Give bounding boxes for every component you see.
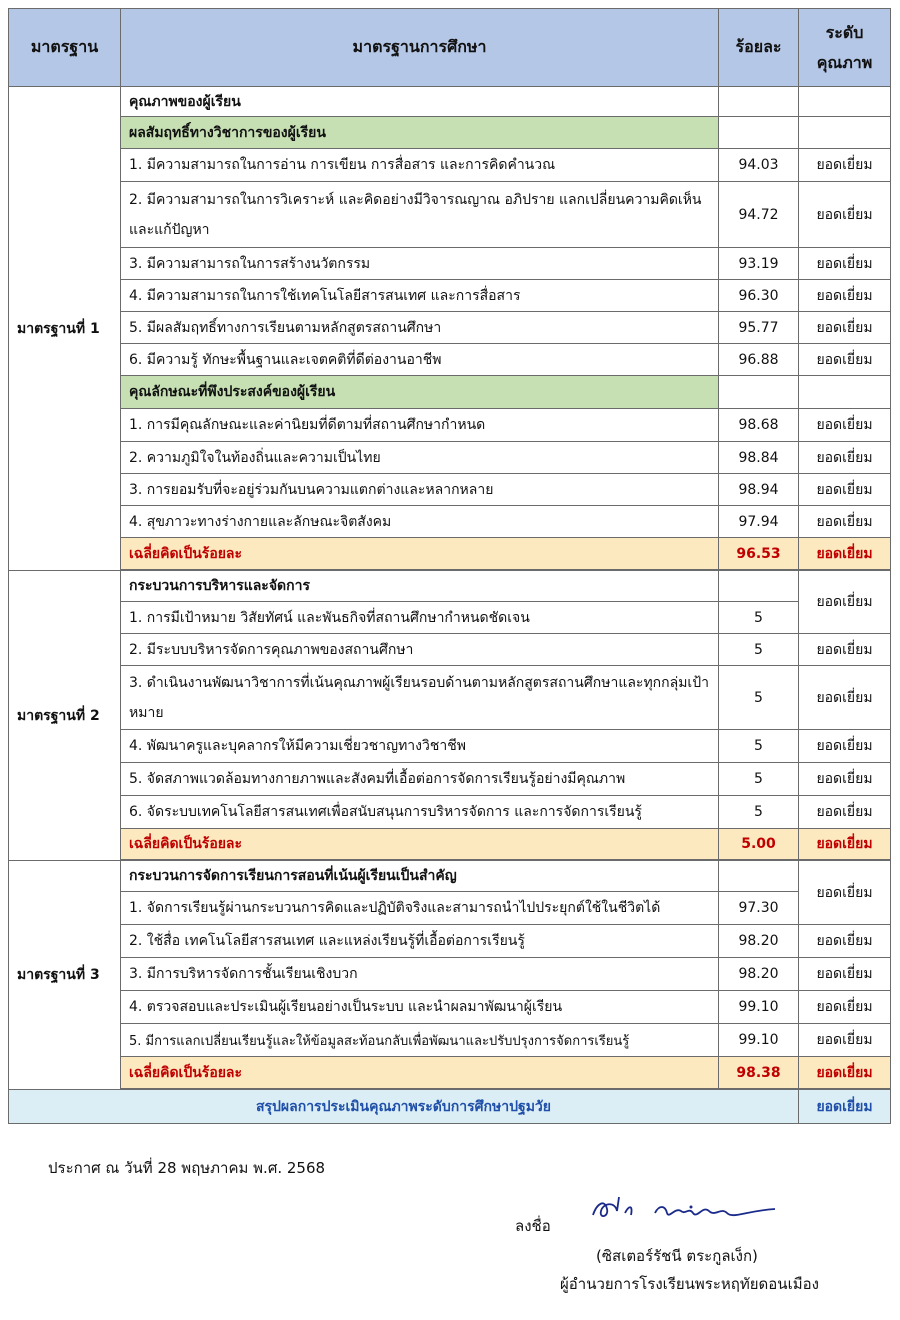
table-row bbox=[9, 666, 891, 730]
item-percent: 97.94 bbox=[719, 506, 799, 538]
table-row bbox=[9, 409, 891, 442]
item-grade: ยอดเยี่ยม bbox=[799, 991, 891, 1024]
average-row bbox=[9, 538, 891, 570]
item-text: 4. พัฒนาครูและบุคลากรให้มีความเชี่ยวชาญทางวิชาชีพ bbox=[121, 730, 719, 763]
item-percent: 98.94 bbox=[719, 474, 799, 506]
standard-2-title: กระบวนการบริหารและจัดการ bbox=[121, 571, 719, 602]
item-grade: ยอดเยี่ยม bbox=[799, 312, 891, 344]
table-row bbox=[9, 925, 891, 958]
item-grade: ยอดเยี่ยม bbox=[799, 149, 891, 182]
item-percent: 96.30 bbox=[719, 280, 799, 312]
table-row bbox=[9, 344, 891, 376]
average-label: เฉลี่ยคิดเป็นร้อยละ bbox=[121, 1057, 719, 1089]
item-percent: 5 bbox=[719, 730, 799, 763]
item-percent: 94.72 bbox=[719, 182, 799, 248]
item-text: 3. ดำเนินงานพัฒนาวิชาการที่เน้นคุณภาพผู้เรียนรอบด้านตามหลักสูตรสถานศึกษาและทุกกลุ่มเป้าหมาย bbox=[121, 666, 719, 730]
item-grade: ยอดเยี่ยม bbox=[799, 796, 891, 829]
standard-3-title: กระบวนการจัดการเรียนการสอนที่เน้นผู้เรียนเป็นสำคัญ bbox=[121, 861, 719, 892]
item-percent: 95.77 bbox=[719, 312, 799, 344]
table-row bbox=[9, 571, 891, 602]
item-text: 2. ใช้สื่อ เทคโนโลยีสารสนเทศ และแหล่งเรียนรู้ที่เอื้อต่อการเรียนรู้ bbox=[121, 925, 719, 958]
table-row bbox=[9, 280, 891, 312]
item-percent: 5 bbox=[719, 634, 799, 666]
table-row bbox=[9, 730, 891, 763]
average-percent: 98.38 bbox=[719, 1057, 799, 1089]
summary-label: สรุปผลการประเมินคุณภาพระดับการศึกษาปฐมวัย bbox=[9, 1090, 799, 1124]
table-row bbox=[9, 149, 891, 182]
table-row bbox=[9, 442, 891, 474]
standard-2-label: มาตรฐานที่ 2 bbox=[9, 571, 121, 861]
item-grade: ยอดเยี่ยม bbox=[799, 861, 891, 925]
item-text: 3. การยอมรับที่จะอยู่ร่วมกันบนความแตกต่างและหลากหลาย bbox=[121, 474, 719, 506]
item-text: 2. มีระบบบริหารจัดการคุณภาพของสถานศึกษา bbox=[121, 634, 719, 666]
item-text: 5. มีผลสัมฤทธิ์ทางการเรียนตามหลักสูตรสถานศึกษา bbox=[121, 312, 719, 344]
item-percent: 96.88 bbox=[719, 344, 799, 376]
table-row bbox=[9, 248, 891, 280]
sign-label: ลงชื่อ bbox=[515, 1217, 551, 1235]
item-grade: ยอดเยี่ยม bbox=[799, 182, 891, 248]
average-label: เฉลี่ยคิดเป็นร้อยละ bbox=[121, 829, 719, 860]
assessment-table bbox=[8, 8, 891, 1124]
item-text: 2. มีความสามารถในการวิเคราะห์ และคิดอย่างมีวิจารณญาณ อภิปราย แลกเปลี่ยนความคิดเห็น และแก้ปัญหา bbox=[121, 182, 719, 248]
item-grade: ยอดเยี่ยม bbox=[799, 925, 891, 958]
item-grade: ยอดเยี่ยม bbox=[799, 442, 891, 474]
table-row bbox=[9, 1024, 891, 1057]
item-text: 4. ตรวจสอบและประเมินผู้เรียนอย่างเป็นระบบ และนำผลมาพัฒนาผู้เรียน bbox=[121, 991, 719, 1024]
table-row bbox=[9, 602, 891, 634]
standard-3-label: มาตรฐานที่ 3 bbox=[9, 861, 121, 1090]
average-grade: ยอดเยี่ยม bbox=[799, 538, 891, 570]
item-text: 3. มีการบริหารจัดการชั้นเรียนเชิงบวก bbox=[121, 958, 719, 991]
item-grade: ยอดเยี่ยม bbox=[799, 571, 891, 634]
signer-position: ผู้อำนวยการโรงเรียนพระหฤทัยดอนเมือง bbox=[560, 1275, 819, 1293]
summary-grade: ยอดเยี่ยม bbox=[799, 1090, 891, 1124]
item-percent: 93.19 bbox=[719, 248, 799, 280]
average-percent: 5.00 bbox=[719, 829, 799, 860]
table-row bbox=[9, 861, 891, 892]
subsection-title: คุณลักษณะที่พึงประสงค์ของผู้เรียน bbox=[121, 376, 719, 409]
signature-image bbox=[585, 1185, 785, 1230]
item-text: 1. การมีคุณลักษณะและค่านิยมที่ดีตามที่สถานศึกษากำหนด bbox=[121, 409, 719, 442]
table-row bbox=[9, 117, 891, 149]
average-row bbox=[9, 829, 891, 860]
item-percent: 98.68 bbox=[719, 409, 799, 442]
item-text: 5. จัดสภาพแวดล้อมทางกายภาพและสังคมที่เอื้อต่อการจัดการเรียนรู้อย่างมีคุณภาพ bbox=[121, 763, 719, 796]
item-percent: 5 bbox=[719, 763, 799, 796]
table-row bbox=[9, 796, 891, 829]
table-row bbox=[9, 506, 891, 538]
item-grade: ยอดเยี่ยม bbox=[799, 474, 891, 506]
table-row bbox=[9, 991, 891, 1024]
item-text: 1. จัดการเรียนรู้ผ่านกระบวนการคิดและปฏิบัติจริงและสามารถนำไปประยุกต์ใช้ในชีวิตได้ bbox=[121, 892, 719, 925]
item-text: 4. มีความสามารถในการใช้เทคโนโลยีสารสนเทศ และการสื่อสาร bbox=[121, 280, 719, 312]
item-text: 4. สุขภาวะทางร่างกายและลักษณะจิตสังคม bbox=[121, 506, 719, 538]
item-percent: 98.20 bbox=[719, 958, 799, 991]
item-grade: ยอดเยี่ยม bbox=[799, 958, 891, 991]
table-row bbox=[9, 474, 891, 506]
item-text: 1. การมีเป้าหมาย วิสัยทัศน์ และพันธกิจที่สถานศึกษากำหนดชัดเจน bbox=[121, 602, 719, 634]
average-grade: ยอดเยี่ยม bbox=[799, 829, 891, 860]
item-grade: ยอดเยี่ยม bbox=[799, 1024, 891, 1057]
item-grade: ยอดเยี่ยม bbox=[799, 248, 891, 280]
item-percent: 99.10 bbox=[719, 1024, 799, 1057]
item-grade: ยอดเยี่ยม bbox=[799, 634, 891, 666]
announcement-date: ประกาศ ณ วันที่ 28 พฤษภาคม พ.ศ. 2568 bbox=[48, 1159, 326, 1177]
item-percent: 98.84 bbox=[719, 442, 799, 474]
table-row bbox=[9, 892, 891, 925]
item-text: 2. ความภูมิใจในท้องถิ่นและความเป็นไทย bbox=[121, 442, 719, 474]
item-percent: 98.20 bbox=[719, 925, 799, 958]
header-standard: มาตรฐาน bbox=[9, 9, 121, 87]
average-grade: ยอดเยี่ยม bbox=[799, 1057, 891, 1089]
item-percent: 94.03 bbox=[719, 149, 799, 182]
table-row bbox=[9, 763, 891, 796]
header-topic: มาตรฐานการศึกษา bbox=[121, 9, 719, 87]
summary-row bbox=[9, 1090, 891, 1124]
standard-1-title: คุณภาพของผู้เรียน bbox=[121, 87, 719, 117]
table-row bbox=[9, 634, 891, 666]
item-percent: 97.30 bbox=[719, 892, 799, 925]
item-grade: ยอดเยี่ยม bbox=[799, 763, 891, 796]
subsection-title: ผลสัมฤทธิ์ทางวิชาการของผู้เรียน bbox=[121, 117, 719, 149]
item-percent: 5 bbox=[719, 796, 799, 829]
item-text: 6. มีความรู้ ทักษะพื้นฐานและเจตคติที่ดีต่องานอาชีพ bbox=[121, 344, 719, 376]
average-row bbox=[9, 1057, 891, 1089]
item-text: 1. มีความสามารถในการอ่าน การเขียน การสื่อสาร และการคิดคำนวณ bbox=[121, 149, 719, 182]
item-percent: 5 bbox=[719, 666, 799, 730]
header-percent: ร้อยละ bbox=[719, 9, 799, 87]
item-grade: ยอดเยี่ยม bbox=[799, 506, 891, 538]
average-label: เฉลี่ยคิดเป็นร้อยละ bbox=[121, 538, 719, 570]
item-text: 6. จัดระบบเทคโนโลยีสารสนเทศเพื่อสนับสนุนการบริหารจัดการ และการจัดการเรียนรู้ bbox=[121, 796, 719, 829]
header-level: ระดับ คุณภาพ bbox=[799, 9, 891, 87]
item-text: 5. มีการแลกเปลี่ยนเรียนรู้และให้ข้อมูลสะท้อนกลับเพื่อพัฒนาและปรับปรุงการจัดการเรียนรู้ bbox=[121, 1024, 719, 1057]
table-row bbox=[9, 182, 891, 248]
table-row bbox=[9, 958, 891, 991]
signer-name: (ซิสเตอร์รัชนี ตระกูลเง็ก) bbox=[596, 1247, 758, 1265]
item-grade: ยอดเยี่ยม bbox=[799, 280, 891, 312]
standard-1-label: มาตรฐานที่ 1 bbox=[9, 87, 121, 571]
item-text: 3. มีความสามารถในการสร้างนวัตกรรม bbox=[121, 248, 719, 280]
item-grade: ยอดเยี่ยม bbox=[799, 409, 891, 442]
average-percent: 96.53 bbox=[719, 538, 799, 570]
table-row bbox=[9, 312, 891, 344]
item-percent: 5 bbox=[719, 602, 799, 634]
item-grade: ยอดเยี่ยม bbox=[799, 666, 891, 730]
table-header bbox=[9, 9, 891, 87]
item-grade: ยอดเยี่ยม bbox=[799, 730, 891, 763]
item-grade: ยอดเยี่ยม bbox=[799, 344, 891, 376]
table-row bbox=[9, 87, 891, 117]
table-row bbox=[9, 376, 891, 409]
item-percent: 99.10 bbox=[719, 991, 799, 1024]
